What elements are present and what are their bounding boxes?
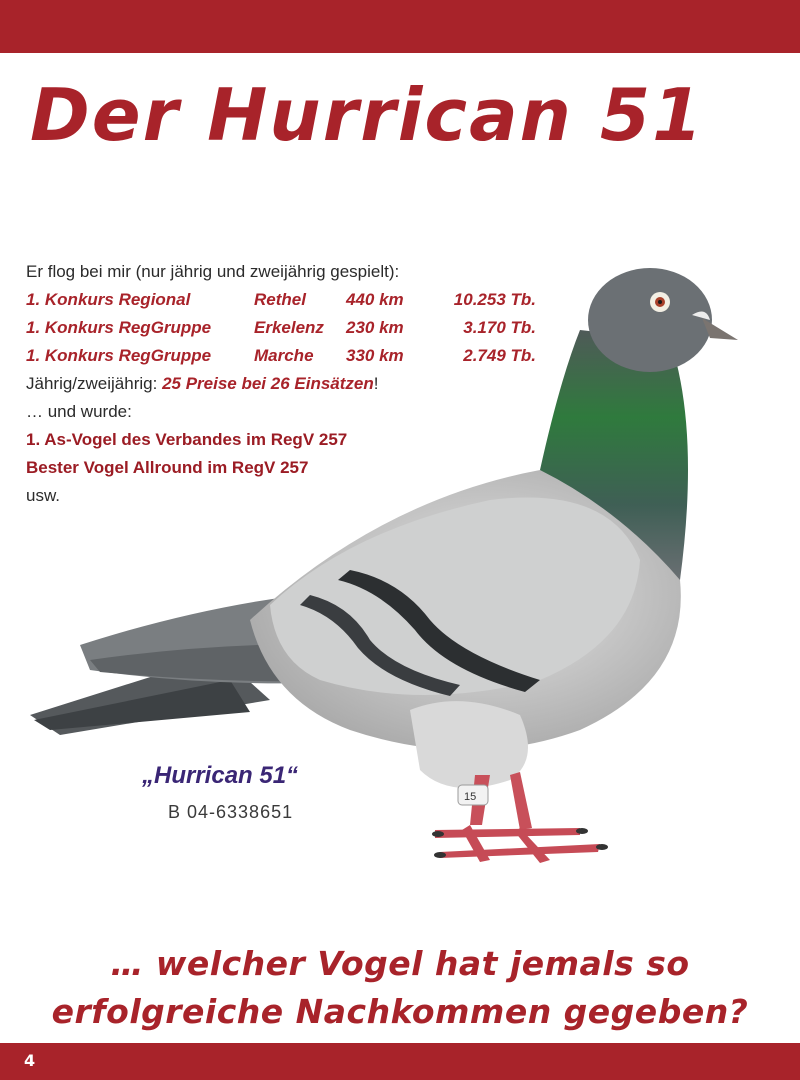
slogan [0, 940, 800, 1036]
slogan-line: … welcher Vogel hat jemals so [110, 944, 690, 983]
result-location: Erkelenz [254, 318, 324, 337]
result-birds: 2.749 Tb. [463, 346, 536, 365]
bottom-color-bar [0, 1043, 800, 1080]
result-place: 1. Konkurs RegGruppe [26, 346, 212, 365]
result-row [26, 286, 586, 314]
results-section [26, 258, 586, 510]
yearly-suffix: ! [373, 374, 379, 393]
result-distance: 440 km [346, 290, 404, 309]
etc-text: usw. [26, 486, 61, 505]
page-title: Der Hurrican 51 [30, 73, 705, 157]
slogan-line: erfolgreiche Nachkommen gegeben? [51, 992, 749, 1031]
leg-ring-label: 15 [464, 791, 477, 803]
title-item: 1. As-Vogel des Verbandes im RegV 257 [26, 430, 348, 449]
result-row [26, 342, 586, 370]
page-number: 4 [24, 1051, 36, 1070]
top-color-bar [0, 0, 800, 53]
intro-text: Er flog bei mir (nur jährig und zweijährig gespielt): [26, 262, 400, 281]
result-location: Marche [254, 346, 314, 365]
yearly-highlight: 25 Preise bei 26 Einsätzen [162, 374, 374, 393]
result-birds: 3.170 Tb. [463, 318, 536, 337]
result-place: 1. Konkurs RegGruppe [26, 318, 212, 337]
yearly-summary [26, 370, 586, 398]
bird-name: „Hurrican 51“ [142, 762, 299, 789]
ring-number: B 04-6338651 [168, 802, 294, 822]
and-became-text: … und wurde: [26, 402, 132, 421]
result-distance: 330 km [346, 346, 404, 365]
yearly-prefix: Jährig/zweijährig: [26, 374, 163, 393]
result-birds: 10.253 Tb. [453, 290, 536, 309]
title-item: Bester Vogel Allround im RegV 257 [26, 458, 309, 477]
result-location: Rethel [254, 290, 306, 309]
result-row [26, 314, 586, 342]
result-distance: 230 km [346, 318, 404, 337]
result-place: 1. Konkurs Regional [26, 290, 191, 309]
